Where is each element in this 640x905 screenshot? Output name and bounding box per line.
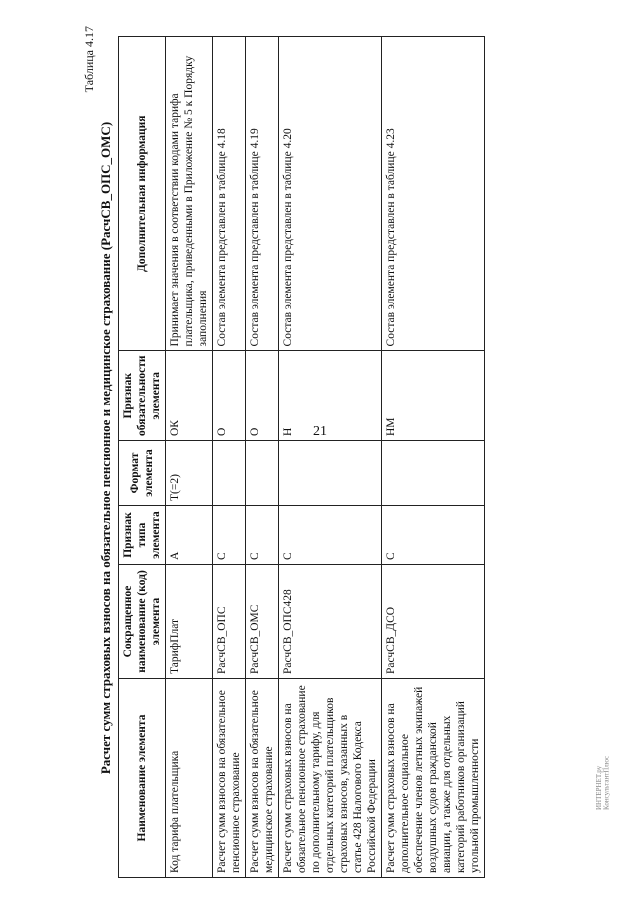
- table-row: [382, 37, 485, 878]
- cell-additional-info: Состав элемента представлен в таблице 4.18: [213, 37, 246, 351]
- cell-element-type: С: [246, 506, 279, 565]
- cell-element-type: С: [279, 506, 382, 565]
- header-element-required: Признак обязательности элемента: [119, 351, 166, 441]
- table-row: [213, 37, 246, 878]
- header-element-code: Сокращенное наименование (код) элемента: [119, 565, 166, 679]
- cell-element-name: Расчет сумм взносов на обязательное пенсионное страхование: [213, 679, 246, 878]
- cell-element-format: [279, 441, 382, 506]
- table-header-row: [119, 37, 166, 878]
- table-row: [166, 37, 213, 878]
- cell-element-required: ОК: [166, 351, 213, 441]
- header-element-type: Признак типа элемента: [119, 506, 166, 565]
- header-additional-info: Дополнительная информация: [119, 37, 166, 351]
- element-spec-table: [118, 36, 485, 878]
- cell-element-code: РасчСВ_ОПС428: [279, 565, 382, 679]
- cell-element-type: С: [213, 506, 246, 565]
- cell-additional-info: Принимает значения в соответствии кодами тарифа плательщика, приведенными в Приложение № 5 к Порядку заполнения: [166, 37, 213, 351]
- stamp-line-2: КонсультантПлюс: [602, 755, 611, 810]
- cell-element-format: [246, 441, 279, 506]
- cell-element-type: А: [166, 506, 213, 565]
- cell-element-format: [382, 441, 485, 506]
- header-element-name: Наименование элемента: [119, 679, 166, 878]
- table-row: [246, 37, 279, 878]
- cell-element-type: С: [382, 506, 485, 565]
- stamp-line-1: ИНТЕРНЕТ.ру: [595, 765, 603, 810]
- table-label: Таблица 4.17: [82, 26, 96, 93]
- cell-element-code: ТарифПлат: [166, 565, 213, 679]
- cell-additional-info: Состав элемента представлен в таблице 4.20: [279, 37, 382, 351]
- watermark-stamp: [596, 690, 626, 810]
- cell-element-format: T(=2): [166, 441, 213, 506]
- cell-element-code: РасчСВ_ОМС: [246, 565, 279, 679]
- cell-element-code: РасчСВ_ДСО: [382, 565, 485, 679]
- header-element-format: Формат элемента: [119, 441, 166, 506]
- cell-element-code: РасчСВ_ОПС: [213, 565, 246, 679]
- cell-element-format: [213, 441, 246, 506]
- table-title: Расчет сумм страховых взносов на обязательное пенсионное и медицинское страхование (РасчСВ_ОПС_ОМС): [98, 121, 113, 775]
- table-row: [279, 37, 382, 878]
- cell-element-name: Расчет сумм страховых взносов на дополнительное социальное обеспечение членов летных экипажей воздушных судов гражданской авиации, а также для отдельных категорий работников организаций угольной промышленности: [382, 679, 485, 878]
- cell-element-name: Расчет сумм взносов на обязательное медицинское страхование: [246, 679, 279, 878]
- cell-element-name: Расчет сумм страховых взносов на обязательное пенсионное страхование по дополнительному тарифу, для отдельных категорий плательщиков страховых взносов, указанных в статье 428 Налогового Кодекса Российской Федерации: [279, 679, 382, 878]
- cell-element-required: Н: [279, 351, 382, 441]
- cell-element-name: Код тарифа плательщика: [166, 679, 213, 878]
- cell-additional-info: Состав элемента представлен в таблице 4.23: [382, 37, 485, 351]
- rotated-page-content: [82, 18, 640, 878]
- cell-element-required: О: [246, 351, 279, 441]
- cell-element-required: О: [213, 351, 246, 441]
- page-number: 21: [313, 424, 327, 439]
- cell-element-required: НМ: [382, 351, 485, 441]
- cell-additional-info: Состав элемента представлен в таблице 4.19: [246, 37, 279, 351]
